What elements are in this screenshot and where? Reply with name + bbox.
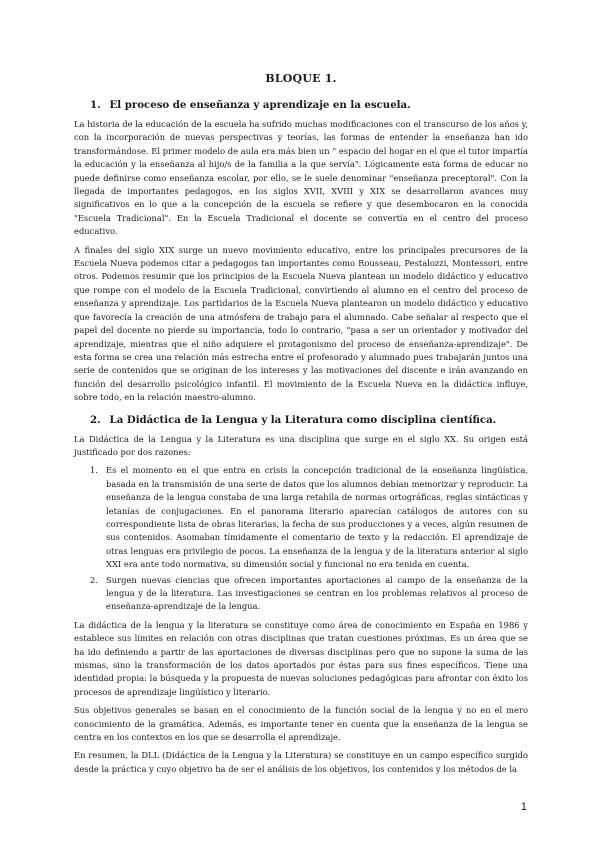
paragraph: La didáctica de la lengua y la literatura se constituye como área de conocimiento en España en 1986 y establece sus límites en relación con otras disciplinas que tratan cuestiones próximas. Es un área que se ha ido definiendo a partir de las aportaciones de diversas disciplinas pero que no supone la suma de las mismas, sino la transformación de los datos aportados por éstas para sus fines específicos. Tiene una identidad propia: la búsqueda y la propuesta de nuevas soluciones pedagógicas para afrontar con éxito los procesos de aprendizaje lingüístico y literario. bbox=[74, 619, 528, 697]
paragraph: Sus objetivos generales se basan en el conocimiento de la función social de la lengua y no en el mero conocimiento de la gramática. Además, es importante tener en cuenta que la enseñanza de la lengua se centra en los contextos en los que se desarrolla el aprendizaje. bbox=[74, 705, 528, 743]
section-2-number: 2. bbox=[90, 413, 101, 426]
section-2-heading bbox=[90, 413, 528, 427]
section-1-heading bbox=[90, 98, 528, 112]
paragraph: A finales del siglo XIX surge un nuevo movimiento educativo, entre los principales precursores de la Escuela Nueva podemos citar a pedagogos tan importantes como Rousseau, Pestalozzi, Montessori, entre otros. Podemos resumir que los principios de la Escuela Nueva plantean un modelo didáctico y educativo que rompe con el modelo de la Escuela Tradicional, convirtiendo al alumno en el centro del proceso de enseñanza y aprendizaje. Los partidarios de la Escuela Nueva plantearon un modelo didáctico y educativo que favorecía la creación de una atmósfera de trabajo para el alumnado. Cabe señalar al respecto que el papel del docente no pierde su importancia, todo lo contrario, "pasa a ser un orientador y motivador del aprendizaje, mientras que el niño adquiere el protagonismo del proceso de enseñanza-aprendizaje". De esta forma se crea una relación más estrecha entre el profesorado y alumnado pues trabajarán juntos una serie de contenidos que se originan de los intereses y las motivaciones del discente e irán avanzando en función del desarrollo psicológico infantil. El movimiento de la Escuela Nueva en la didáctica influye, sobre todo, en la relación maestro-alumno. bbox=[74, 244, 528, 403]
document-title: BLOQUE 1. bbox=[265, 72, 337, 85]
list-item bbox=[74, 464, 528, 571]
paragraph: La historia de la educación de la escuela ha sufrido muchas modificaciones con el transcurso de los años y, con la incorporación de nuevas perspectivas y teorías, las formas de entender la enseñanza han ido transformándose. El primer modelo de aula era más bien un " espacio del hogar en el que el tutor impartía la educación y la enseñanza al hijo/s de la familia a la que servía". Lógicamente esta forma de educar no puede definirse como enseñanza escolar, por ello, se le suele denominar "enseñanza preceptoral". Con la llegada de importantes pedagogos, en los siglos XVII, XVIII y XIX se desarrollaron avances muy significativos en lo que a la concepción de la escuela se refiere y que desembocaron en la conocida "Escuela Tradicional". En la Escuela Tradicional el docente se convertía en el centro del proceso educativo. bbox=[74, 119, 528, 237]
list-item bbox=[74, 574, 528, 614]
section-2-title: La Didáctica de la Lengua y la Literatura como disciplina científica. bbox=[109, 413, 497, 426]
paragraph: La Didáctica de la Lengua y la Literatura es una disciplina que surge en el siglo XX. Su origen está justificado por dos razones: bbox=[74, 433, 528, 457]
numbered-list bbox=[74, 464, 528, 613]
paragraph: En resumen, la DLL (Didáctica de la Lengua y la Literatura) se constituye en un campo específico surgido desde la práctica y cuyo objetivo ha de ser el análisis de los objetivos, los contenidos y los métodos de la bbox=[74, 750, 528, 774]
list-item-text: Es el momento en el que entra en crisis la concepción tradicional de la enseñanza lingüística, basada en la transmisión de una serie de datos que los alumnos debían memorizar y reproducir. La enseñanza de la lengua constaba de una larga retahíla de normas ortográficas, reglas sintácticas y letanías de conjugaciones. En el panorama literario aparecían catálogos de autores con su correspondiente lista de obras literarias, la fecha de sus producciones y a veces, algún resumen de sus contenidos. Asomaban tímidamente el comentario de texto y la redacción. El aprendizaje de otras lenguas era privilegio de pocos. La enseñanza de la lengua y de la literatura anterior al siglo XXI era ante todo normativa, su dimensión social y funcional no era tenida en cuenta. bbox=[106, 465, 528, 570]
list-item-number: 1. bbox=[90, 465, 98, 476]
list-item-number: 2. bbox=[90, 574, 98, 585]
section-1-number: 1. bbox=[90, 99, 101, 111]
list-item-text: Surgen nuevas ciencias que ofrecen importantes aportaciones al campo de la enseñanza de la lengua y de la literatura. Las investigaciones se centran en los problemas relativos al proceso de enseñanza-aprendizaje de la lengua. bbox=[106, 574, 528, 612]
page-number: 1 bbox=[520, 801, 527, 813]
section-1-title: El proceso de enseñanza y aprendizaje en la escuela. bbox=[109, 99, 411, 111]
